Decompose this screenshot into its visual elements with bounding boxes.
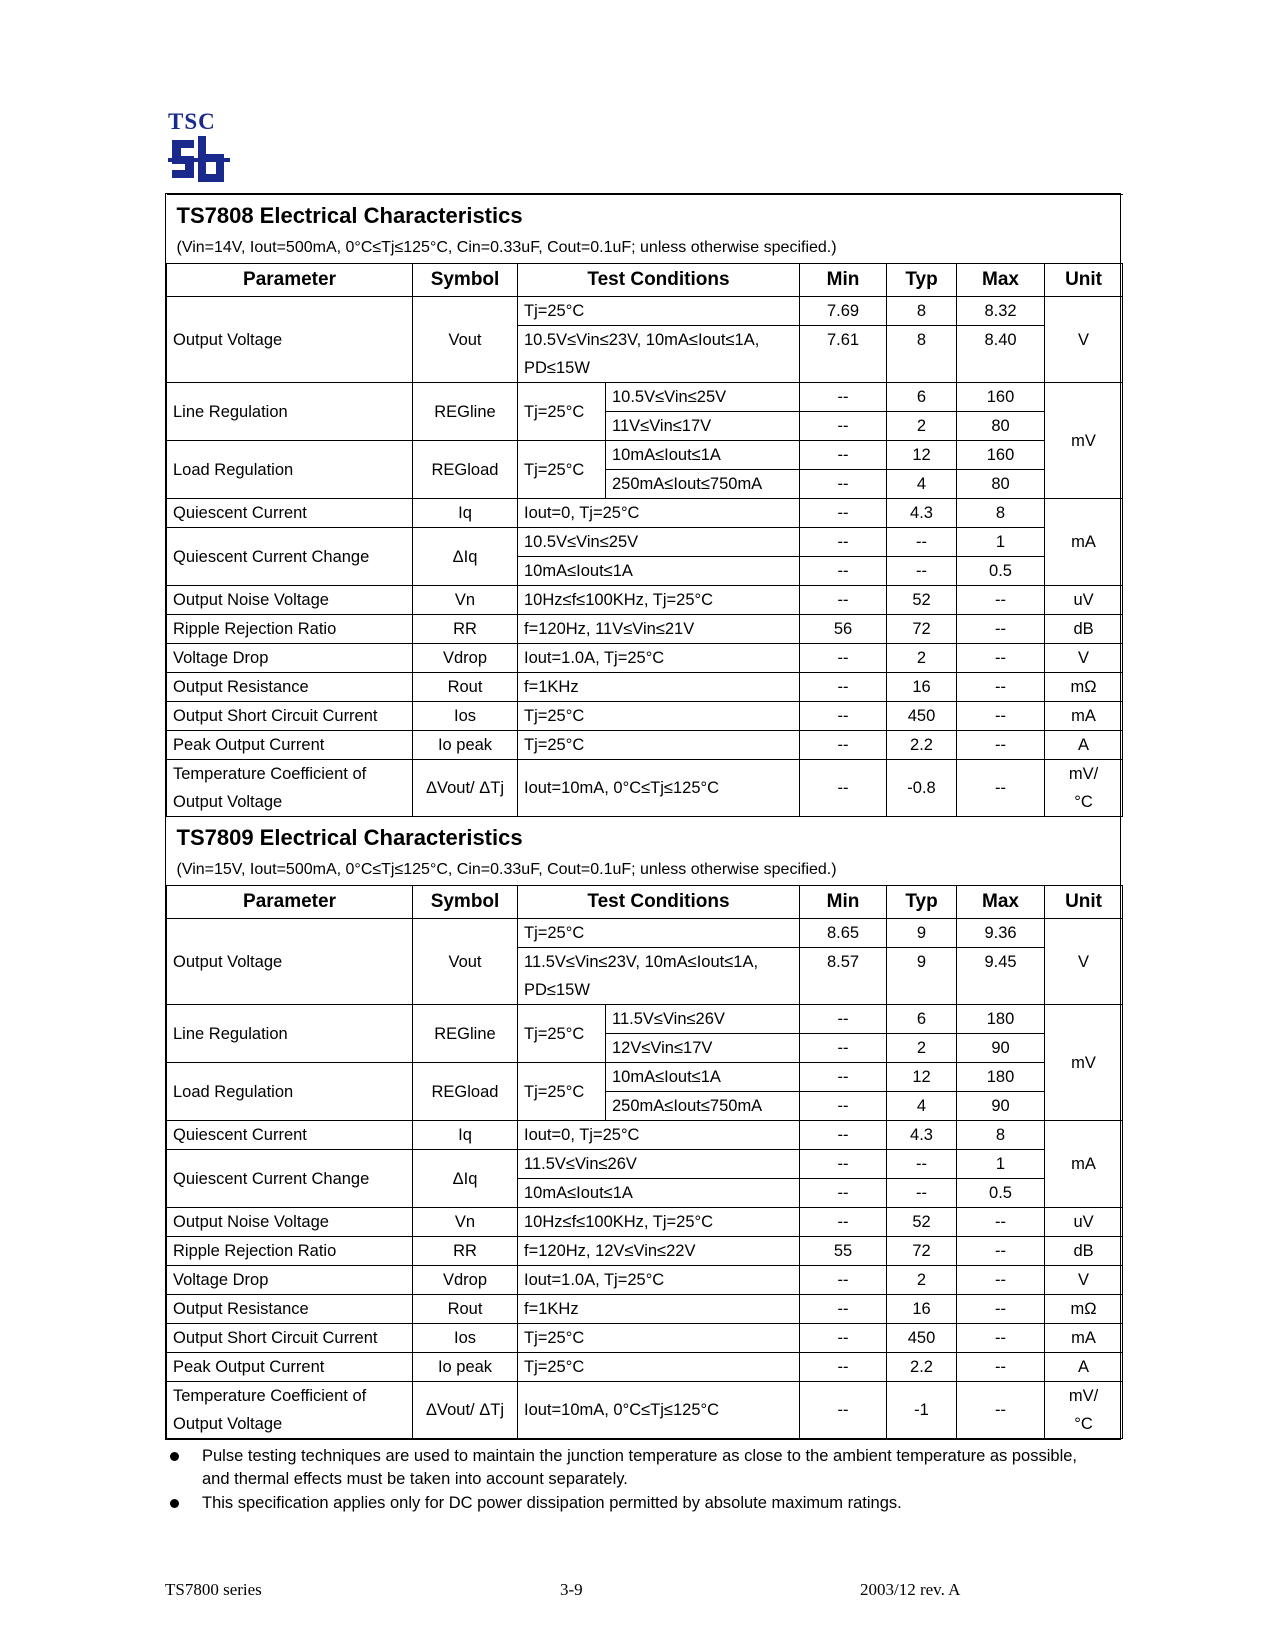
symbol-cell: Ios [413, 702, 518, 731]
unit-cell: V [1045, 1266, 1123, 1295]
typ-cell: 9 [887, 919, 957, 948]
unit-cell: mA [1045, 1324, 1123, 1353]
notes [170, 1445, 1090, 1516]
table-row [167, 1324, 1123, 1353]
condition-cell: Tj=25°C [518, 297, 800, 326]
unit-cell: mA [1045, 702, 1123, 731]
param-peak-output-current: Peak Output Current [167, 1353, 413, 1382]
min-cell: -- [800, 441, 887, 470]
table-row [167, 1063, 1123, 1092]
typ-cell: 12 [887, 1063, 957, 1092]
table-row [167, 919, 1123, 948]
min-cell: -- [800, 586, 887, 615]
min-cell: -- [800, 412, 887, 441]
condition-cell: 250mA≤Iout≤750mA [606, 1092, 800, 1121]
condition-cell: 11.5V≤Vin≤26V [518, 1150, 800, 1179]
min-cell: 55 [800, 1237, 887, 1266]
table-row [167, 615, 1123, 644]
footer-revision: 2003/12 rev. A [860, 1580, 961, 1599]
table-row [167, 383, 1123, 412]
typ-cell: 2 [887, 1034, 957, 1063]
max-cell: 9.36 [957, 919, 1045, 948]
min-cell: 7.61 [800, 326, 887, 383]
unit-cell: mΩ [1045, 673, 1123, 702]
max-cell: 180 [957, 1063, 1045, 1092]
table-row [167, 1266, 1123, 1295]
condition-cell: Iout=10mA, 0°C≤Tj≤125°C [518, 1382, 800, 1439]
symbol-cell: ΔIq [413, 528, 518, 586]
footer-series: TS7800 series [165, 1580, 262, 1599]
typ-cell: -- [887, 1179, 957, 1208]
section-header [167, 817, 1123, 886]
table-row [167, 441, 1123, 470]
symbol-cell: Io peak [413, 731, 518, 760]
param-line: Output Voltage [173, 1415, 283, 1433]
condition-cell: Tj=25°C [518, 1353, 800, 1382]
typ-cell: 6 [887, 1005, 957, 1034]
table-row [167, 528, 1123, 557]
typ-cell: 9 [887, 948, 957, 1005]
condition-cell: 10Hz≤f≤100KHz, Tj=25°C [518, 586, 800, 615]
symbol-cell: Rout [413, 1295, 518, 1324]
table-row [167, 673, 1123, 702]
typ-cell: 2 [887, 644, 957, 673]
param-voltage-drop: Voltage Drop [167, 1266, 413, 1295]
electrical-characteristics-sheet [165, 193, 1121, 1440]
condition-cell: Tj=25°C [518, 383, 606, 441]
param-output-noise: Output Noise Voltage [167, 1208, 413, 1237]
unit-cell: uV [1045, 586, 1123, 615]
max-cell: -- [957, 1208, 1045, 1237]
param-ripple-rejection: Ripple Rejection Ratio [167, 615, 413, 644]
section-conditions: (Vin=15V, Iout=500mA, 0°C≤Tj≤125°C, Cin=0.33uF, Cout=0.1uF; unless otherwise specified.) [176, 861, 837, 878]
max-cell: -- [957, 673, 1045, 702]
condition-cell: 10.5V≤Vin≤25V [606, 383, 800, 412]
max-cell: 80 [957, 412, 1045, 441]
section-conditions: (Vin=14V, Iout=500mA, 0°C≤Tj≤125°C, Cin=0.33uF, Cout=0.1uF; unless otherwise specified.) [176, 239, 837, 256]
min-cell: -- [800, 1353, 887, 1382]
min-cell: -- [800, 1092, 887, 1121]
typ-cell: -- [887, 528, 957, 557]
condition-cell: 12V≤Vin≤17V [606, 1034, 800, 1063]
typ-cell: 6 [887, 383, 957, 412]
condition-cell: Tj=25°C [518, 441, 606, 499]
min-cell: -- [800, 644, 887, 673]
min-cell: 56 [800, 615, 887, 644]
table-row [167, 297, 1123, 326]
min-cell: -- [800, 731, 887, 760]
logo-mark-icon [168, 134, 230, 186]
min-cell: -- [800, 1121, 887, 1150]
param-line: Output Voltage [173, 793, 283, 811]
param-line-regulation: Line Regulation [167, 1005, 413, 1063]
condition-cell: 11.5V≤Vin≤26V [606, 1005, 800, 1034]
table-row [167, 760, 1123, 817]
typ-cell: 2 [887, 412, 957, 441]
max-cell: 90 [957, 1034, 1045, 1063]
max-cell: 160 [957, 441, 1045, 470]
typ-cell: 4.3 [887, 1121, 957, 1150]
table-row [167, 644, 1123, 673]
condition-cell: Tj=25°C [518, 1324, 800, 1353]
unit-cell [1045, 760, 1123, 817]
condition-cell: f=1KHz [518, 1295, 800, 1324]
max-cell: 180 [957, 1005, 1045, 1034]
min-cell: -- [800, 528, 887, 557]
unit-line: °C [1074, 1415, 1093, 1433]
header-max: Max [957, 264, 1045, 297]
symbol-cell: REGload [413, 441, 518, 499]
param-output-resistance: Output Resistance [167, 673, 413, 702]
max-cell: 160 [957, 383, 1045, 412]
unit-cell: A [1045, 1353, 1123, 1382]
max-cell: -- [957, 1237, 1045, 1266]
param-quiescent-current-change: Quiescent Current Change [167, 528, 413, 586]
condition-cell: 10mA≤Iout≤1A [518, 1179, 800, 1208]
typ-cell: 72 [887, 1237, 957, 1266]
condition-cell: Tj=25°C [518, 1005, 606, 1063]
condition-cell: Tj=25°C [518, 919, 800, 948]
header-min: Min [800, 264, 887, 297]
typ-cell: 8 [887, 297, 957, 326]
symbol-cell: ΔVout/ ΔTj [413, 760, 518, 817]
max-cell: -- [957, 586, 1045, 615]
table-row [167, 1237, 1123, 1266]
section-header-row [167, 195, 1123, 264]
param-temperature-coefficient [167, 760, 413, 817]
header-unit: Unit [1045, 264, 1123, 297]
symbol-cell: REGline [413, 383, 518, 441]
min-cell: -- [800, 1382, 887, 1439]
param-ripple-rejection: Ripple Rejection Ratio [167, 1237, 413, 1266]
typ-cell: -- [887, 1150, 957, 1179]
param-line: Temperature Coefficient of [173, 1387, 367, 1405]
typ-cell: 72 [887, 615, 957, 644]
unit-cell: uV [1045, 1208, 1123, 1237]
symbol-cell: Iq [413, 499, 518, 528]
typ-cell: 450 [887, 1324, 957, 1353]
typ-cell: 16 [887, 1295, 957, 1324]
section-header-row [167, 817, 1123, 886]
min-cell: 8.65 [800, 919, 887, 948]
min-cell: 8.57 [800, 948, 887, 1005]
param-output-voltage: Output Voltage [167, 297, 413, 383]
min-cell: -- [800, 1150, 887, 1179]
header-symbol: Symbol [413, 264, 518, 297]
param-output-noise: Output Noise Voltage [167, 586, 413, 615]
symbol-cell: Io peak [413, 1353, 518, 1382]
unit-cell: mA [1045, 1121, 1123, 1208]
condition-cell: Tj=25°C [518, 731, 800, 760]
symbol-cell: ΔVout/ ΔTj [413, 1382, 518, 1439]
typ-cell: 4 [887, 1092, 957, 1121]
condition-cell: Iout=0, Tj=25°C [518, 1121, 800, 1150]
header-min: Min [800, 886, 887, 919]
unit-line: mV/ [1068, 1387, 1099, 1405]
typ-cell: 2.2 [887, 731, 957, 760]
param-peak-output-current: Peak Output Current [167, 731, 413, 760]
unit-cell: V [1045, 919, 1123, 1005]
param-temperature-coefficient [167, 1382, 413, 1439]
table-row [167, 1121, 1123, 1150]
max-cell: -- [957, 1324, 1045, 1353]
condition-cell: Iout=0, Tj=25°C [518, 499, 800, 528]
note-text: This specification applies only for DC power dissipation permitted by absolute maximum ratings. [202, 1494, 902, 1512]
typ-cell: 8 [887, 326, 957, 383]
min-cell: -- [800, 1208, 887, 1237]
symbol-cell: Vdrop [413, 1266, 518, 1295]
symbol-cell: RR [413, 615, 518, 644]
max-cell: -- [957, 615, 1045, 644]
param-quiescent-current: Quiescent Current [167, 499, 413, 528]
typ-cell: 4 [887, 470, 957, 499]
param-output-voltage: Output Voltage [167, 919, 413, 1005]
max-cell: 8.40 [957, 326, 1045, 383]
symbol-cell: Vdrop [413, 644, 518, 673]
table-row [167, 731, 1123, 760]
condition-cell: f=120Hz, 12V≤Vin≤22V [518, 1237, 800, 1266]
max-cell: 8 [957, 1121, 1045, 1150]
unit-cell: mV [1045, 1005, 1123, 1121]
condition-cell: 10mA≤Iout≤1A [518, 557, 800, 586]
symbol-cell: Iq [413, 1121, 518, 1150]
symbol-cell: ΔIq [413, 1150, 518, 1208]
condition-cell: f=1KHz [518, 673, 800, 702]
unit-line: °C [1074, 793, 1093, 811]
condition-cell: 11V≤Vin≤17V [606, 412, 800, 441]
bullet-icon [170, 1452, 179, 1461]
max-cell: 80 [957, 470, 1045, 499]
table-row [167, 586, 1123, 615]
condition-cell: 10.5V≤Vin≤25V [518, 528, 800, 557]
note-text: Pulse testing techniques are used to maintain the junction temperature as close to the ambient temperature as possible, and thermal effects must be taken into account separately. [202, 1447, 1078, 1488]
typ-cell: -0.8 [887, 760, 957, 817]
param-quiescent-current: Quiescent Current [167, 1121, 413, 1150]
table-row [167, 1150, 1123, 1179]
symbol-cell: REGline [413, 1005, 518, 1063]
symbol-cell: REGload [413, 1063, 518, 1121]
note-item [170, 1445, 1090, 1491]
max-cell: -- [957, 1382, 1045, 1439]
logo-text: TSC [168, 109, 216, 134]
unit-cell: mA [1045, 499, 1123, 586]
symbol-cell: Ios [413, 1324, 518, 1353]
section-title: TS7808 Electrical Characteristics [176, 203, 523, 228]
header-typ: Typ [887, 264, 957, 297]
unit-cell: dB [1045, 615, 1123, 644]
typ-cell: 4.3 [887, 499, 957, 528]
max-cell: 0.5 [957, 557, 1045, 586]
param-quiescent-current-change: Quiescent Current Change [167, 1150, 413, 1208]
typ-cell: 52 [887, 1208, 957, 1237]
min-cell: -- [800, 557, 887, 586]
min-cell: -- [800, 1005, 887, 1034]
max-cell: 9.45 [957, 948, 1045, 1005]
param-short-circuit-current: Output Short Circuit Current [167, 1324, 413, 1353]
max-cell: -- [957, 1353, 1045, 1382]
min-cell: 7.69 [800, 297, 887, 326]
table-row [167, 1005, 1123, 1034]
condition-cell: Iout=1.0A, Tj=25°C [518, 1266, 800, 1295]
max-cell: 8 [957, 499, 1045, 528]
max-cell: 0.5 [957, 1179, 1045, 1208]
table-header-row [167, 886, 1123, 919]
min-cell: -- [800, 1179, 887, 1208]
unit-cell: mV [1045, 383, 1123, 499]
min-cell: -- [800, 702, 887, 731]
symbol-cell: Vout [413, 297, 518, 383]
table-row [167, 1295, 1123, 1324]
header-max: Max [957, 886, 1045, 919]
typ-cell: 52 [887, 586, 957, 615]
header-typ: Typ [887, 886, 957, 919]
typ-cell: 450 [887, 702, 957, 731]
condition-cell: Tj=25°C [518, 1063, 606, 1121]
symbol-cell: Rout [413, 673, 518, 702]
table-row [167, 499, 1123, 528]
param-output-resistance: Output Resistance [167, 1295, 413, 1324]
max-cell: 1 [957, 1150, 1045, 1179]
param-line-regulation: Line Regulation [167, 383, 413, 441]
condition-cell: 10mA≤Iout≤1A [606, 441, 800, 470]
condition-cell: Tj=25°C [518, 702, 800, 731]
table-row [167, 1382, 1123, 1439]
characteristics-table [166, 194, 1123, 1439]
typ-cell: 12 [887, 441, 957, 470]
section-title: TS7809 Electrical Characteristics [176, 825, 523, 850]
max-cell: -- [957, 644, 1045, 673]
min-cell: -- [800, 383, 887, 412]
max-cell: -- [957, 1295, 1045, 1324]
unit-cell: dB [1045, 1237, 1123, 1266]
param-short-circuit-current: Output Short Circuit Current [167, 702, 413, 731]
max-cell: -- [957, 731, 1045, 760]
min-cell: -- [800, 673, 887, 702]
condition-cell: 250mA≤Iout≤750mA [606, 470, 800, 499]
min-cell: -- [800, 1266, 887, 1295]
max-cell: -- [957, 702, 1045, 731]
max-cell: -- [957, 1266, 1045, 1295]
condition-cell: 10mA≤Iout≤1A [606, 1063, 800, 1092]
header-parameter: Parameter [167, 264, 413, 297]
min-cell: -- [800, 1063, 887, 1092]
max-cell: 1 [957, 528, 1045, 557]
unit-line: mV/ [1068, 765, 1099, 783]
condition-cell: 10Hz≤f≤100KHz, Tj=25°C [518, 1208, 800, 1237]
min-cell: -- [800, 760, 887, 817]
param-line: Temperature Coefficient of [173, 765, 367, 783]
symbol-cell: Vn [413, 586, 518, 615]
condition-cell: Iout=1.0A, Tj=25°C [518, 644, 800, 673]
footer-page-number: 3-9 [560, 1580, 583, 1599]
table-row [167, 1208, 1123, 1237]
header-symbol: Symbol [413, 886, 518, 919]
condition-cell: 10.5V≤Vin≤23V, 10mA≤Iout≤1A, PD≤15W [518, 326, 800, 383]
min-cell: -- [800, 470, 887, 499]
max-cell: 8.32 [957, 297, 1045, 326]
param-load-regulation: Load Regulation [167, 441, 413, 499]
bullet-icon [170, 1499, 179, 1508]
typ-cell: -- [887, 557, 957, 586]
condition-cell: Iout=10mA, 0°C≤Tj≤125°C [518, 760, 800, 817]
param-load-regulation: Load Regulation [167, 1063, 413, 1121]
min-cell: -- [800, 1295, 887, 1324]
min-cell: -- [800, 1034, 887, 1063]
typ-cell: 2.2 [887, 1353, 957, 1382]
typ-cell: 2 [887, 1266, 957, 1295]
typ-cell: 16 [887, 673, 957, 702]
param-voltage-drop: Voltage Drop [167, 644, 413, 673]
max-cell: 90 [957, 1092, 1045, 1121]
condition-cell: f=120Hz, 11V≤Vin≤21V [518, 615, 800, 644]
tsc-logo [168, 110, 232, 188]
unit-cell: mΩ [1045, 1295, 1123, 1324]
section-header [167, 195, 1123, 264]
header-test-conditions: Test Conditions [518, 886, 800, 919]
unit-cell: V [1045, 297, 1123, 383]
unit-cell [1045, 1382, 1123, 1439]
table-row [167, 1353, 1123, 1382]
typ-cell: -1 [887, 1382, 957, 1439]
header-unit: Unit [1045, 886, 1123, 919]
min-cell: -- [800, 499, 887, 528]
header-parameter: Parameter [167, 886, 413, 919]
unit-cell: A [1045, 731, 1123, 760]
max-cell: -- [957, 760, 1045, 817]
symbol-cell: Vout [413, 919, 518, 1005]
symbol-cell: RR [413, 1237, 518, 1266]
min-cell: -- [800, 1324, 887, 1353]
symbol-cell: Vn [413, 1208, 518, 1237]
unit-cell: V [1045, 644, 1123, 673]
note-item [170, 1492, 1090, 1515]
header-test-conditions: Test Conditions [518, 264, 800, 297]
table-header-row [167, 264, 1123, 297]
table-row [167, 702, 1123, 731]
condition-cell: 11.5V≤Vin≤23V, 10mA≤Iout≤1A, PD≤15W [518, 948, 800, 1005]
